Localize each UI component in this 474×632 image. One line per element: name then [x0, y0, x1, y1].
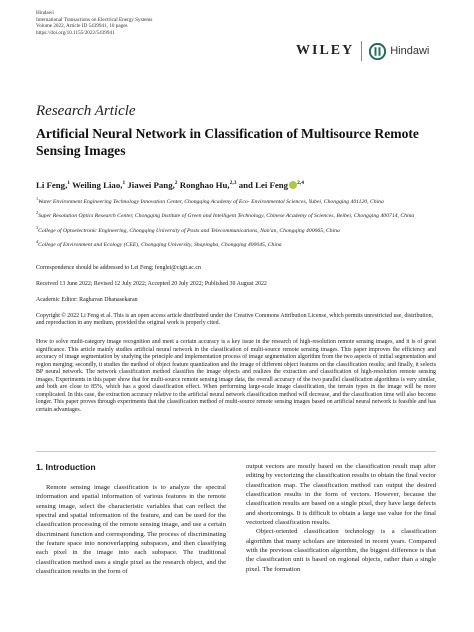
author-list: [36, 180, 304, 190]
author-name[interactable]: Weiling Liao,: [72, 180, 123, 190]
affiliation: [36, 224, 436, 235]
body-column-right: [246, 462, 436, 574]
paragraph: Remote sensing image classification is to analyze the spectral information and spatial information of various features in the remote sensing image, select the characteristic variables that can reflect the spectral and spatial information of the feature, and can be used for the classification processing of the remote sensing image, and use a certain discriminant function and corresponding. The process of discriminating the feature space into nonoverlapping subspaces, and then classifying each pixel in the image into each subspace. The traditional classification method uses a single pixel as the research object, and the classification results in the form of: [36, 484, 226, 576]
journal-name: International Transactions on Electrical Energy Systems: [36, 16, 153, 23]
publisher-name: Hindawi: [36, 10, 54, 16]
article-type: Research Article: [36, 103, 136, 119]
affiliation-sup: 4: [36, 239, 39, 245]
journal-info: [36, 10, 152, 36]
publisher-logos: [296, 40, 429, 62]
affiliation-text: College of Optoelectronic Engineering, Chongqing University of Posts and Telecommunications, Nan'an, Chongqing 400065, China: [38, 227, 340, 234]
academic-editor: Academic Editor: Raghavan Dhanasekaran: [36, 297, 138, 303]
affiliation: [36, 209, 436, 220]
author-name[interactable]: Jiawei Pang,: [127, 180, 175, 190]
hindawi-icon: [369, 43, 386, 60]
author-name[interactable]: Ronghao Hu,: [179, 180, 230, 190]
body-column-left: [36, 483, 226, 576]
author-name[interactable]: Li Feng,: [36, 180, 68, 190]
logo-divider: [361, 41, 362, 61]
author-affiliation-sup: 2,3: [229, 180, 237, 187]
affiliation-text: Water Environment Engineering Technology Innovation Center, Chongqing Academy of Eco- Environmental Sciences, Yubei, Chongqing 401120, China: [38, 198, 384, 205]
author-name[interactable]: and Lei Feng: [238, 180, 289, 190]
affiliation-text: College of Environment and Ecology (CEE), Chongqing University, Shapingba, Chongqing 400045, China: [38, 242, 282, 249]
paragraph: output vectors are mostly based on the classification result map after editing by vectorizing the classification results to obtain the final vector classification map. The classification method can output the desired classification results in the form of vectors. However, because the classification results are based on a single pixel, they have large defects and shortcomings. It is difficult to obtain a large use value for the final vectorized classification results.: [246, 463, 436, 527]
affiliations: [36, 195, 436, 253]
publication-dates: Received 13 June 2022; Revised 12 July 2022; Accepted 20 July 2022; Published 30 August 2022: [36, 281, 267, 287]
paragraph: Object-oriented classification technology is a classification algorithm that many scholars are interested in recent years. Compared with the previous classification algorithm, the biggest difference is that the classification unit is based on regional objects, rather than a single pixel. The formation: [246, 528, 436, 573]
affiliation: [36, 238, 436, 249]
affiliation-text: Super Resolution Optics Research Center, Chongqing Institute of Green and Intelligent Technology, Chinese Academy of Sciences, Beibei, Chongqing 400714, China: [38, 213, 415, 220]
affiliation-sup: 1: [36, 196, 39, 201]
author-affiliation-sup: 1: [122, 180, 126, 187]
article-title: Artificial Neural Network in Classification of Multisource Remote Sensing Images: [36, 126, 419, 158]
correspondence-note: Correspondence should be addressed to Lei Feng; fenglei@cigit.ac.cn: [36, 265, 201, 271]
author-affiliation-sup: 2: [174, 180, 178, 187]
volume-info: Volume 2022, Article ID 5439941, 10 pages: [36, 23, 128, 30]
affiliation-sup: 3: [36, 224, 39, 230]
copyright-notice: Copyright © 2022 Li Feng et al. This is an open access article distributed under the Creative Commons Attribution License, which permits unrestricted use, distribution, and reproduction in any medium, provided the original work is properly cited.: [36, 313, 433, 327]
abstract: How to solve multi-category image recognition and meet a certain accuracy is a key issue in the research of high-resolution remote sensing images, and it is of great significance. This article mainly studies artificial neural network in the classification of multi-source remote sensing images. This paper improves the efficiency and accuracy of image segmentation by studying the principle and implementation process of image segmentation algorithm from the two aspects of initial segmentation and region merging; secondly, it studies the method of object feature quantization and the image of different object features on the classification results; and finally, it selects BP neural network. The network classification method classifies the image objects and realizes the extraction and classification of high-resolution remote sensing images. Experiments in this paper show that for multi-source remote sensing image data, the overall accuracy of the two parallel classification algorithms is very similar, and both are close to 85%, which has a good classification effect. When performing large-scale image classification, the terrain types in the image will be more complicated. In this case, the extraction accuracy relative to the artificial neural network classification method will decrease, and the classification time will also become longer. This paper proves through experiments that the classification method of multi-source remote sensing images based on artificial neural network is feasible and has certain advantages.: [36, 339, 436, 413]
section-divider: [36, 451, 436, 452]
affiliation: [36, 195, 436, 206]
hindawi-logo: Hindawi: [390, 45, 430, 57]
doi-link[interactable]: https://doi.org/10.1155/2022/5439941: [36, 29, 115, 36]
wiley-logo: WILEY: [296, 43, 355, 58]
affiliation-sup: 2: [36, 210, 39, 216]
orcid-icon[interactable]: [289, 181, 297, 189]
author-affiliation-sup: 1: [67, 180, 71, 187]
author-affiliation-sup: 2,4: [297, 180, 304, 187]
section-heading: 1. Introduction: [36, 462, 96, 472]
